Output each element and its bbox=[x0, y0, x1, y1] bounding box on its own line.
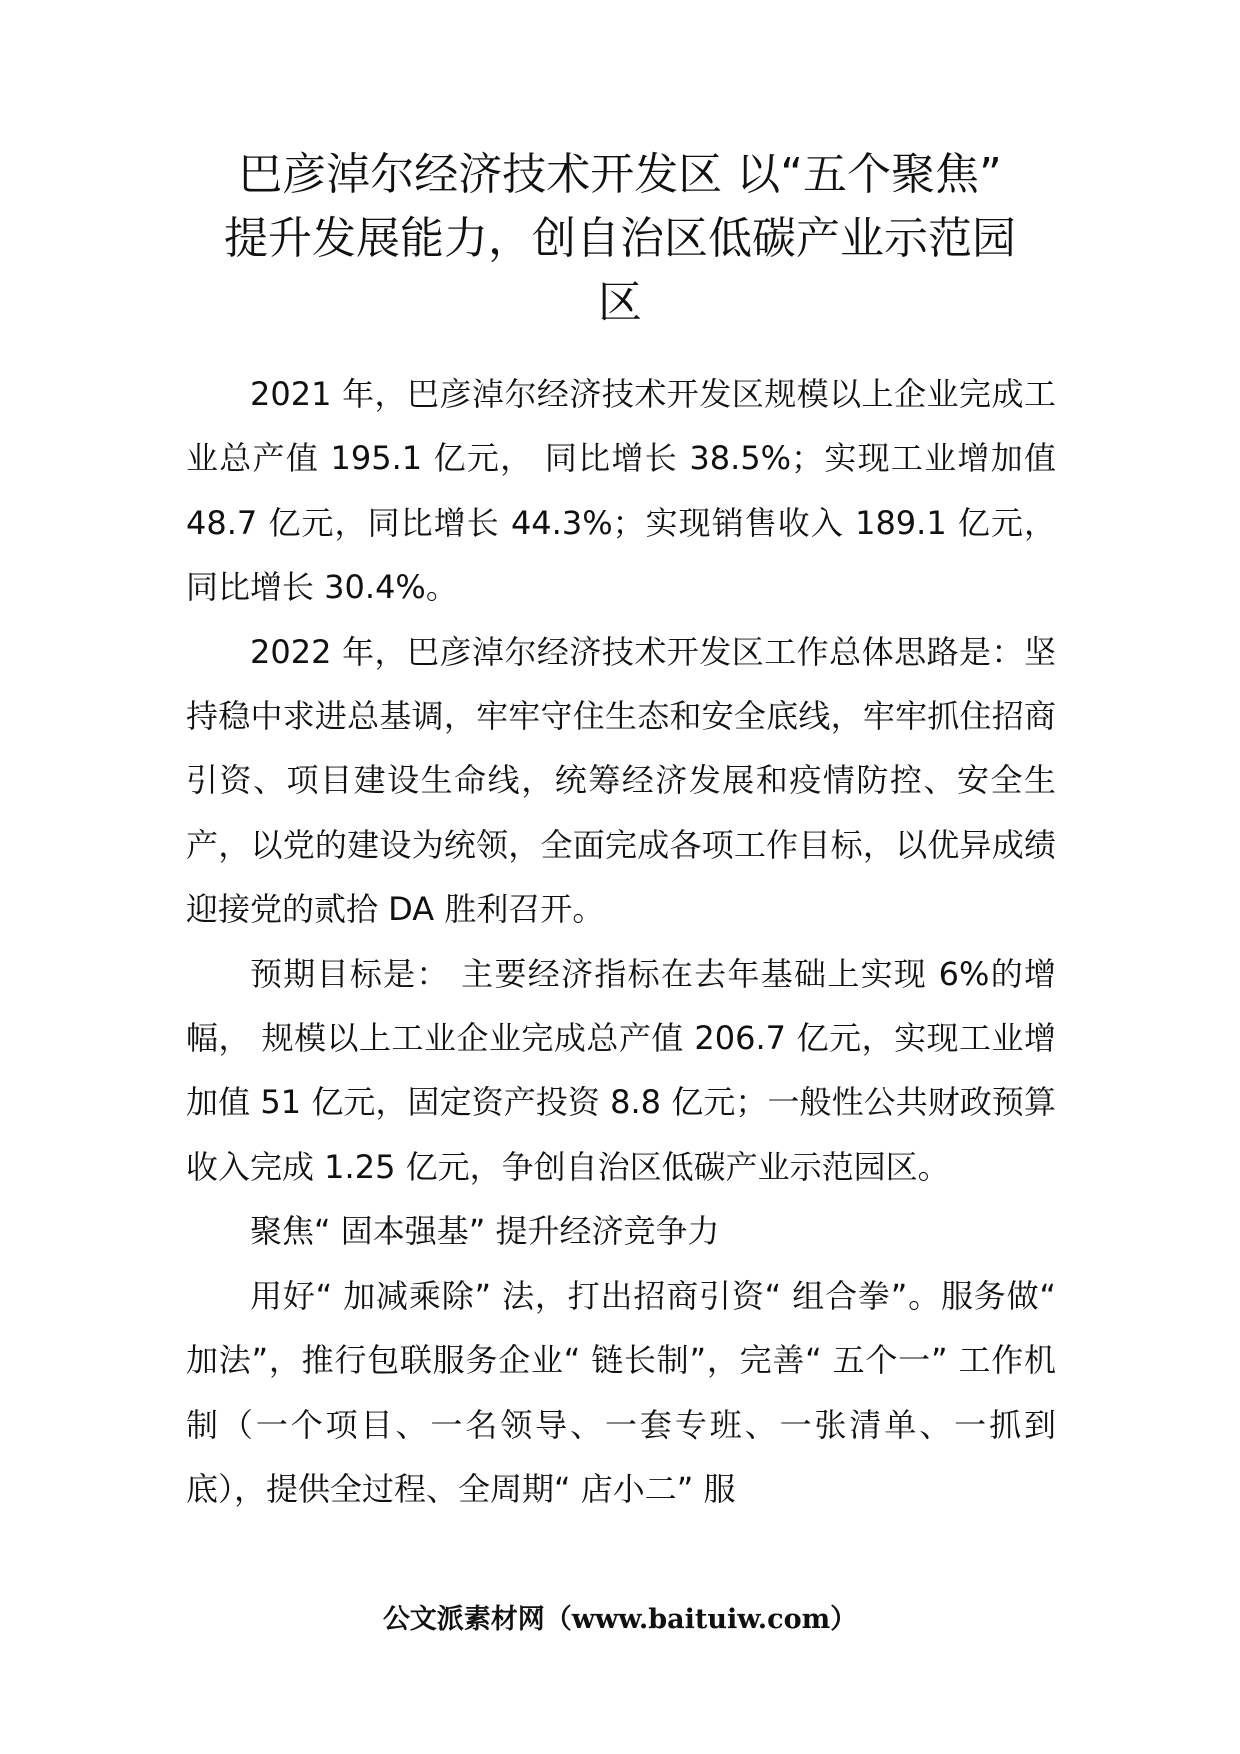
title-line-1: 巴彦淖尔经济技术开发区 以“五个聚焦” bbox=[238, 149, 1002, 200]
paragraph-2021-results: 2021 年，巴彦淖尔经济技术开发区规模以上企业完成工业总产值 195.1 亿元， 同比增长 38.5%；实现工业增加值 48.7 亿元，同比增长 44.3%；实现销售收入 189.1 亿元，同比增长 30.4%。 bbox=[186, 375, 1056, 607]
section-heading-gubenqiangji: 聚焦“ 固本强基” 提升经济竞争力 bbox=[250, 1212, 720, 1251]
paragraph-expected-goals: 预期目标是： 主要经济指标在去年基础上实现 6%的增幅， 规模以上工业企业完成总产值 206.7 亿元，实现工业增加值 51 亿元，固定资产投资 8.8 亿元；一般性公共财政预算收入完成 1.25 亿元，争创自治区低碳产业示范园区。 bbox=[186, 954, 1056, 1186]
paragraph-investment-strategy: 用好“ 加减乘除” 法，打出招商引资“ 组合拳”。服务做“ 加法”，推行包联服务企业“ 链长制”，完善“ 五个一” 工作机制（一个项目、一名领导、一套专班、一张清单、一抓到底），提供全过程、全周期“ 店小二” 服 bbox=[186, 1276, 1056, 1508]
paragraph-2022-approach: 2022 年，巴彦淖尔经济技术开发区工作总体思路是：坚持稳中求进总基调，牢牢守住生态和安全底线，牢牢抓住招商引资、项目建设生命线，统筹经济发展和疫情防控、安全生产，以党的建设为统领，全面完成各项工作目标，以优异成绩迎接党的贰拾 DA 胜利召开。 bbox=[186, 632, 1056, 929]
document-body bbox=[186, 362, 1056, 1521]
page-footer-source: 公文派素材网（www.baituiw.com） bbox=[382, 1604, 858, 1635]
title-line-2: 提升发展能力，创自治区低碳产业示范园 bbox=[224, 213, 1016, 264]
title-line-3: 区 bbox=[598, 277, 642, 328]
document-title bbox=[160, 143, 1080, 335]
